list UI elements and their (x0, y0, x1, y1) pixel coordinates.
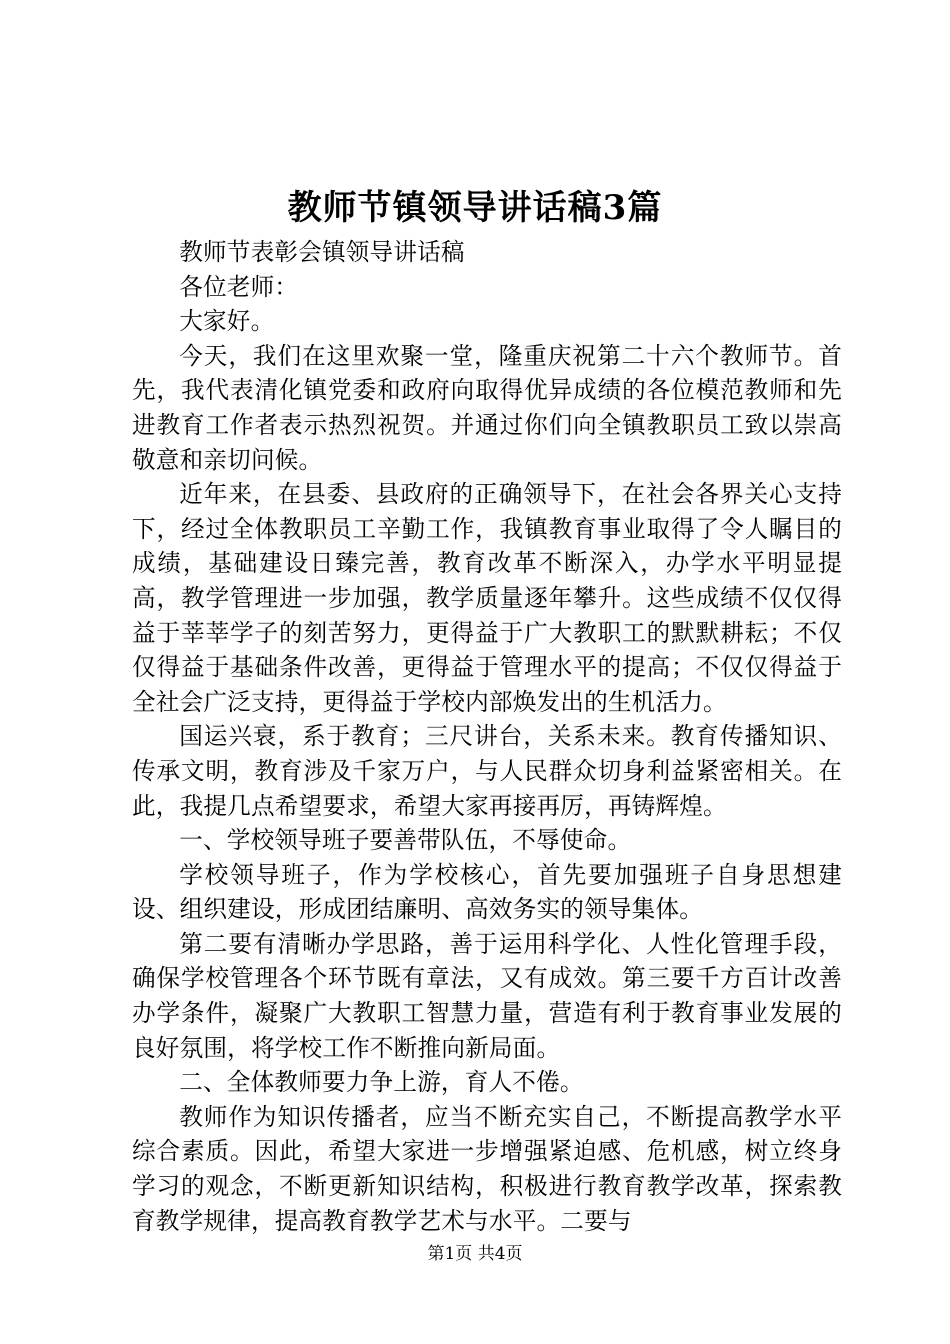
paragraph: 第二要有清晰办学思路，善于运用科学化、人性化管理手段，确保学校管理各个环节既有章法，又有成效。第三要千方百计改善办学条件，凝聚广大教职工智慧力量，营造有利于教育事业发展的良好氛围，将学校工作不断推向新局面。 (132, 929, 842, 1062)
document-title: 教师节镇领导讲话稿3篇 (287, 188, 663, 228)
document-body (132, 235, 842, 1238)
paragraph-heading: 教师节表彰会镇领导讲话稿 (179, 238, 465, 266)
paragraph: 国运兴衰，系于教育；三尺讲台，关系未来。教育传播知识、传承文明，教育涉及千家万户，与人民群众切身利益紧密相关。在此，我提几点希望要求，希望大家再接再厉，再铸辉煌。 (132, 722, 842, 820)
paragraph: 教师作为知识传播者，应当不断充实自己，不断提高教学水平综合素质。因此，希望大家进一步增强紧迫感、危机感，树立终身学习的观念，不断更新知识结构，积极进行教育教学改革，探索教育教学规律，提高教育教学艺术与水平。二要与 (132, 1102, 842, 1235)
paragraph: 学校领导班子，作为学校核心，首先要加强班子自身思想建设、组织建设，形成团结廉明、高效务实的领导集体。 (132, 860, 842, 924)
paragraph-greeting: 大家好。 (179, 307, 275, 336)
paragraph: 近年来，在县委、县政府的正确领导下，在社会各界关心支持下，经过全体教职员工辛勤工作，我镇教育事业取得了令人瞩目的成绩，基础建设日臻完善，教育改革不断深入，办学水平明显提高，教学管理进一步加强，教学质量逐年攀升。这些成绩不仅仅得益于莘莘学子的刻苦努力，更得益于广大教职工的默默耕耘；不仅仅得益于基础条件改善，更得益于管理水平的提高；不仅仅得益于全社会广泛支持，更得益于学校内部焕发出的生机活力。 (132, 480, 842, 716)
section-heading: 二、全体教师要力争上游，育人不倦。 (179, 1068, 584, 1097)
section-heading: 一、学校领导班子要善带队伍，不辱使命。 (179, 826, 632, 855)
paragraph-salutation: 各位老师： (179, 272, 299, 301)
page-footer: 第1页 共4页 (427, 1244, 523, 1264)
paragraph: 今天，我们在这里欢聚一堂，隆重庆祝第二十六个教师节。首先，我代表清化镇党委和政府向取得优异成绩的各位模范教师和先进教育工作者表示热烈祝贺。并通过你们向全镇教职员工致以崇高敬意和亲切问候。 (132, 341, 842, 474)
